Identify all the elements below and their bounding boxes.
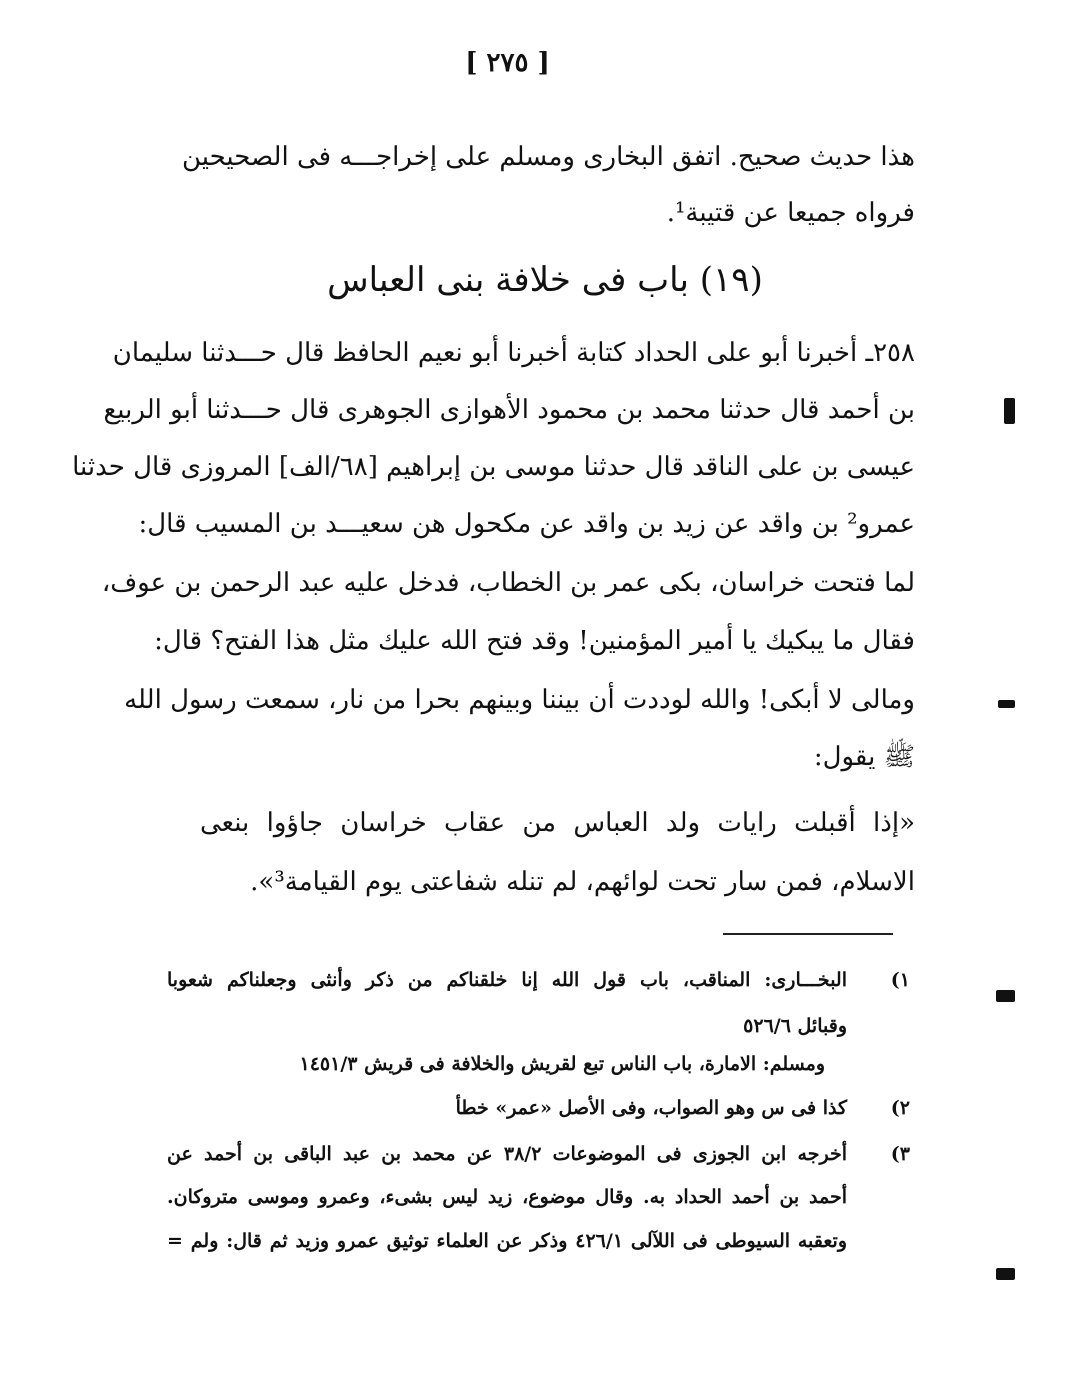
footnote-number: ١)	[890, 969, 910, 991]
footnote-number: ٢)	[890, 1097, 910, 1119]
hadith-line: عيسى بن على الناقد قال حدثنا موسى بن إبراهيم [٦٨/الف] المروزى قال حدثنا	[72, 452, 915, 482]
quote-line: «إذا أقبلت رايات ولد العباس من عقاب خراسان جاؤوا بنعى	[200, 808, 915, 838]
footnote-number: ٣)	[890, 1143, 910, 1165]
footnote-separator	[723, 933, 893, 935]
footnote-line: ومسلم: الامارة، باب الناس تبع لقريش والخلافة فى قريش ١٤٥١/٣	[299, 1053, 825, 1075]
page-number: [ ٢٧٥ ]	[465, 48, 550, 78]
hadith-line: ﷺ يقول:	[813, 742, 915, 772]
footnote-line: البخـــارى: المناقب، باب قول الله إنا خلقناكم من ذكر وأنثى وجعلناكم شعوبا	[167, 969, 847, 991]
hadith-line: بن أحمد قال حدثنا محمد بن محمود الأهوازى الجوهرى قال حـــدثنا أبو الربيع	[103, 395, 915, 425]
footnote-line: وتعقبه السيوطى فى اللآلى ٤٢٦/١ وذكر عن العلماء توثيق عمرو وزيد ثم قال: ولم =	[167, 1230, 848, 1252]
scan-edge-mark	[1004, 398, 1015, 424]
scan-edge-mark	[998, 700, 1015, 708]
scan-edge-mark	[996, 990, 1015, 1002]
hadith-line: فقال ما يبكيك يا أمير المؤمنين! وقد فتح الله عليك مثل هذا الفتح؟ قال:	[154, 626, 915, 656]
scan-edge-mark	[996, 1268, 1015, 1280]
quote-line: الاسلام، فمن سار تحت لوائهم، لم تنله شفاعتى يوم القيامة³».	[250, 867, 915, 897]
footnote-line: وقبائل ٥٢٦/٦	[743, 1015, 847, 1037]
hadith-line: ٢٥٨ـ أخبرنا أبو على الحداد كتابة أخبرنا أبو نعيم الحافظ قال حـــدثنا سليمان	[112, 338, 915, 368]
footnote-line: كذا فى س وهو الصواب، وفى الأصل «عمر» خطأ	[455, 1097, 847, 1119]
hadith-line: لما فتحت خراسان، بكى عمر بن الخطاب، فدخل عليه عبد الرحمن بن عوف،	[101, 568, 915, 598]
footnote-line: أحمد بن أحمد الحداد به. وقال موضوع، زيد ليس بشىء، وعمرو وموسى متروكان.	[167, 1186, 847, 1208]
intro-line: هذا حديث صحيح. اتفق البخارى ومسلم على إخراجـــه فى الصحيحين	[181, 142, 915, 172]
chapter-heading: (١٩) باب فى خلافة بنى العباس	[327, 260, 763, 300]
hadith-line: ومالى لا أبكى! والله لوددت أن بيننا وبينهم بحرا من نار، سمعت رسول الله	[124, 685, 915, 715]
footnote-line: أخرجه ابن الجوزى فى الموضوعات ٣٨/٢ عن محمد بن عبد الباقى بن أحمد عن	[167, 1143, 847, 1165]
intro-line: فرواه جميعا عن قتيبة¹.	[666, 198, 915, 228]
hadith-line: عمرو² بن واقد عن زيد بن واقد عن مكحول هن سعيـــد بن المسيب قال:	[138, 509, 915, 539]
